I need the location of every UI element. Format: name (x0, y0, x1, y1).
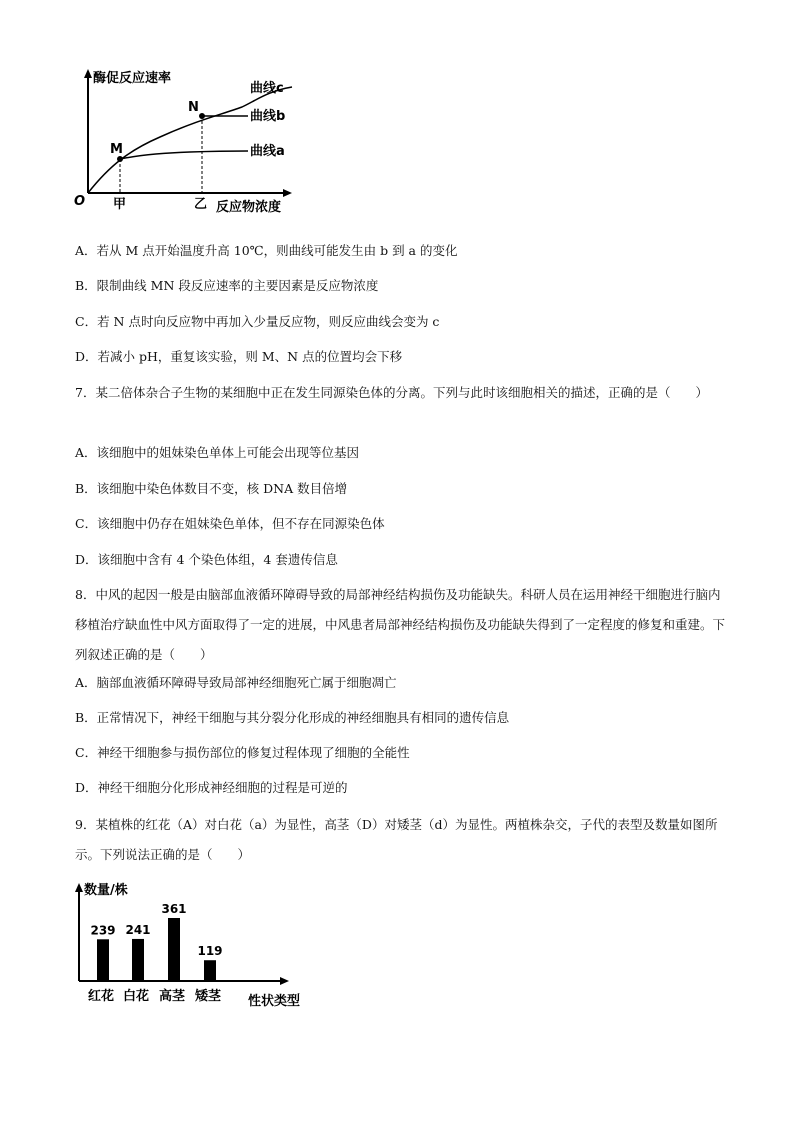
bar-value-label: 241 (125, 922, 151, 937)
bar-4 (204, 960, 216, 981)
curve-c-label: 曲线c (250, 81, 284, 96)
phenotype-bar-chart (70, 878, 320, 1013)
x-axis-arrow (283, 189, 292, 197)
chart-x-axis-arrow (280, 977, 289, 985)
tick-yi-label: 乙 (194, 197, 208, 212)
q7-option-c: C．该细胞中仍存在姐妹染色单体，但不存在同源染色体 (75, 516, 385, 531)
category-label: 矮茎 (194, 989, 222, 1004)
tick-jia-label: 甲 (113, 197, 127, 212)
x-axis-label: 反应物浓度 (216, 200, 282, 215)
y-axis-label: 酶促反应速率 (93, 71, 172, 86)
point-n-label: N (188, 100, 199, 115)
enzyme-rate-figure (70, 65, 320, 220)
q6-option-c: C．若 N 点时向反应物中再加入少量反应物，则反应曲线会变为 c (75, 314, 440, 329)
bar-value-label: 361 (161, 902, 187, 916)
bar-value-label: 119 (197, 944, 223, 959)
point-m-label: M (110, 142, 123, 157)
q6-option-a: A．若从 M 点开始温度升高 10℃，则曲线可能发生由 b 到 a 的变化 (75, 243, 458, 258)
q6-option-b: B．限制曲线 MN 段反应速率的主要因素是反应物浓度 (75, 278, 379, 293)
category-label: 白花 (122, 989, 150, 1004)
curve-a-label: 曲线a (250, 144, 285, 159)
q8-option-a: A．脑部血液循环障碍导致局部神经细胞死亡属于细胞凋亡 (75, 675, 397, 690)
q8-option-d: D．神经干细胞分化形成神经细胞的过程是可逆的 (75, 780, 348, 795)
curve-b-label: 曲线b (250, 109, 286, 124)
q9-stem: 9．某植株的红花（A）对白花（a）为显性，高茎（D）对矮茎（d）为显性。两植株杂交，子代的表型及数量如图所示。下列说法正确的是（ ） (75, 817, 718, 862)
bar-value-label: 239 (90, 923, 116, 938)
q7-stem: 7．某二倍体杂合子生物的某细胞中正在发生同源染色体的分离。下列与此时该细胞相关的描述，正确的是（ ） (75, 385, 708, 400)
q7-option-a: A．该细胞中的姐妹染色单体上可能会出现等位基因 (75, 445, 360, 460)
chart-y-label: 数量/株 (84, 883, 128, 898)
chart-x-label: 性状类型 (248, 994, 301, 1009)
q6-option-d: D．若减小 pH，重复该实验，则 M、N 点的位置均会下移 (75, 349, 403, 364)
origin-label: O (74, 194, 86, 209)
y-axis-arrow (84, 69, 92, 78)
q7-option-b: B．该细胞中染色体数目不变，核 DNA 数目倍增 (75, 481, 348, 496)
q8-stem: 8．中风的起因一般是由脑部血液循环障碍导致的局部神经结构损伤及功能缺失。科研人员在运用神经干细胞进行脑内移植治疗缺血性中风方面取得了一定的进展，中风患者局部神经结构损伤及功能缺失得到了一定程度的修复和重建。下列叙述正确的是（ ） (75, 587, 726, 662)
chart-y-axis-arrow (75, 883, 83, 892)
bar-1 (97, 939, 109, 981)
q8-option-c: C．神经干细胞参与损伤部位的修复过程体现了细胞的全能性 (75, 745, 410, 760)
category-label: 红花 (87, 989, 115, 1004)
category-label: 高茎 (158, 989, 186, 1004)
bar-3 (168, 918, 180, 981)
curve-a (120, 151, 248, 159)
q8-option-b: B．正常情况下，神经干细胞与其分裂分化形成的神经细胞具有相同的遗传信息 (75, 710, 510, 725)
bar-2 (132, 939, 144, 981)
q7-option-d: D．该细胞中含有 4 个染色体组，4 套遗传信息 (75, 552, 338, 567)
